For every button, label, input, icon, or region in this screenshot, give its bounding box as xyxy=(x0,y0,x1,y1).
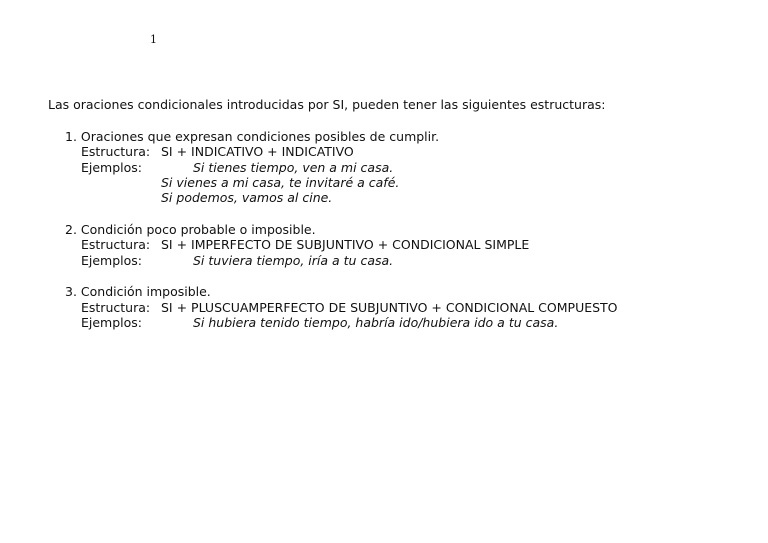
page-number: 1 xyxy=(150,33,157,46)
section-2-example-1: Si tuviera tiempo, iría a tu casa. xyxy=(193,253,394,268)
section-3-structure: SI + PLUSCUAMPERFECTO DE SUBJUNTIVO + CONDICIONAL COMPUESTO xyxy=(161,300,618,315)
section-2-structure-label: Estructura: xyxy=(81,237,151,252)
section-1-structure-label: Estructura: xyxy=(81,144,151,159)
section-1-example-1: Si tienes tiempo, ven a mi casa. xyxy=(193,160,394,175)
section-2-structure: SI + IMPERFECTO DE SUBJUNTIVO + CONDICIONAL SIMPLE xyxy=(161,237,530,252)
section-1-example-2: Si vienes a mi casa, te invitaré a café. xyxy=(161,175,400,190)
section-2-heading: 2. Condición poco probable o imposible. xyxy=(65,222,316,237)
section-1-structure: SI + INDICATIVO + INDICATIVO xyxy=(161,144,354,159)
section-3-heading: 3. Condición imposible. xyxy=(65,284,211,299)
section-1-examples-label: Ejemplos: xyxy=(81,160,143,175)
section-3-structure-label: Estructura: xyxy=(81,300,151,315)
section-2-examples-label: Ejemplos: xyxy=(81,253,143,268)
section-3-examples-label: Ejemplos: xyxy=(81,315,143,330)
section-1-example-3: Si podemos, vamos al cine. xyxy=(161,190,333,205)
section-1-heading: 1. Oraciones que expresan condiciones posibles de cumplir. xyxy=(65,129,440,144)
section-3-example-1: Si hubiera tenido tiempo, habría ido/hubiera ido a tu casa. xyxy=(193,315,559,330)
intro-paragraph: Las oraciones condicionales introducidas por SI, pueden tener las siguientes estructuras: xyxy=(48,97,606,112)
